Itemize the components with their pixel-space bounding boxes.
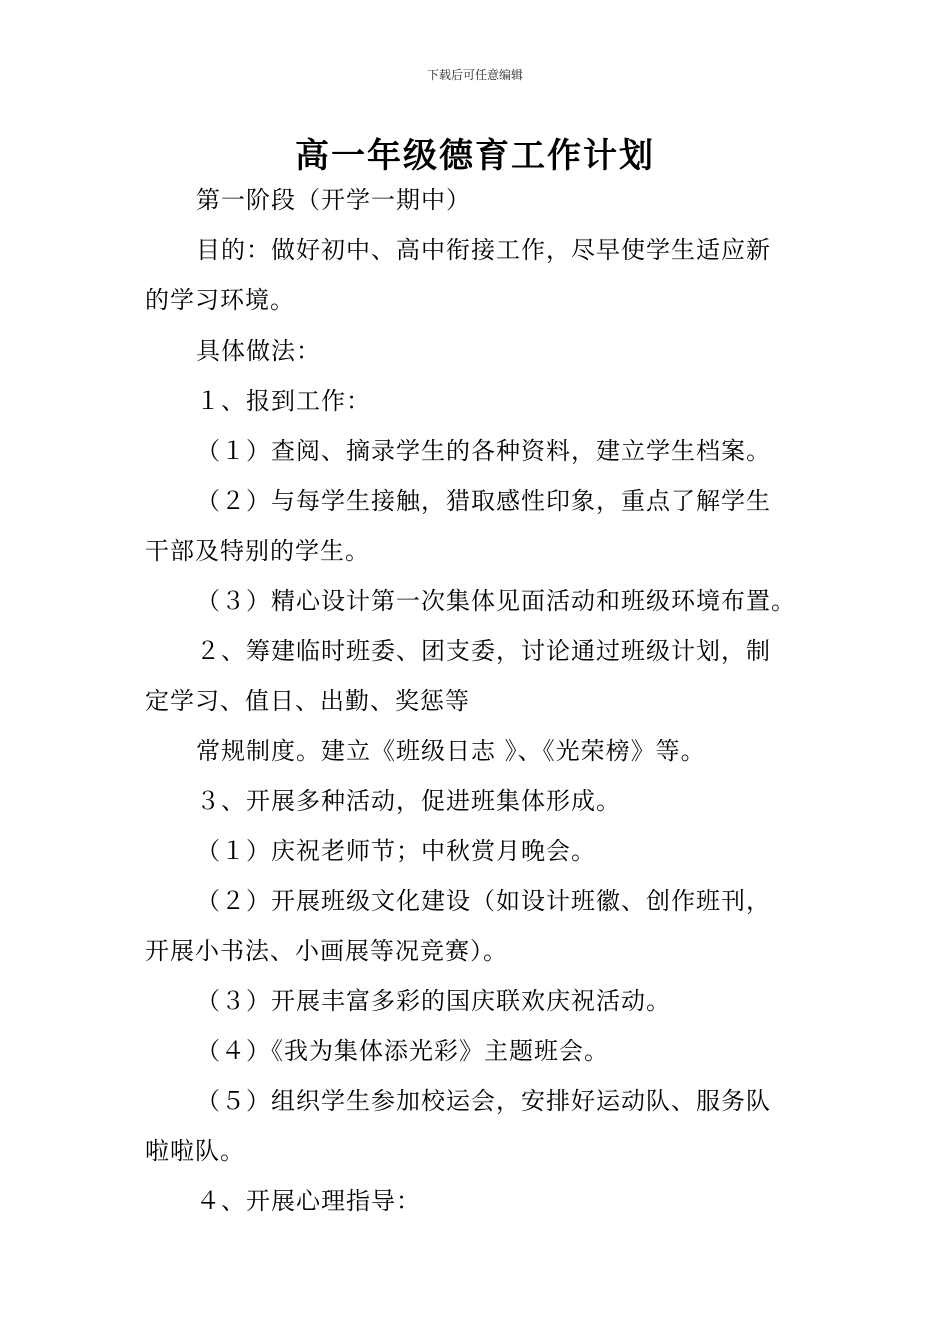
paragraph-line: 啦啦队。 <box>145 1137 245 1165</box>
list-item: （１）查阅、摘录学生的各种资料，建立学生档案。 <box>196 437 771 465</box>
list-item: （１）庆祝老师节；中秋赏月晚会。 <box>196 837 596 865</box>
paragraph-line: 开展小书法、小画展等况竞赛）。 <box>145 937 508 965</box>
list-item: （３）精心设计第一次集体见面活动和班级环境布置。 <box>196 587 796 615</box>
list-item: （２）开展班级文化建设（如设计班徽、创作班刊， <box>196 887 771 915</box>
paragraph-line: 目的：做好初中、高中衔接工作，尽早使学生适应新 <box>196 236 771 264</box>
list-item: ２、筹建临时班委、团支委，讨论通过班级计划，制 <box>196 637 771 665</box>
list-item: （３）开展丰富多彩的国庆联欢庆祝活动。 <box>196 987 671 1015</box>
paragraph-line: 常规制度。建立《班级日志 》、《光荣榜》等。 <box>196 737 706 765</box>
list-item: （２）与每学生接触，猎取感性印象，重点了解学生 <box>196 487 771 515</box>
section-heading: 第一阶段（开学一期中） <box>196 186 471 214</box>
list-item: ３、开展多种活动，促进班集体形成。 <box>196 787 621 815</box>
list-item: １、报到工作： <box>196 387 371 415</box>
document-title: 高一年级德育工作计划 <box>295 136 655 176</box>
paragraph-line: 的学习环境。 <box>145 286 295 314</box>
header-note: 下载后可任意编辑 <box>426 68 523 82</box>
list-item: （４）《我为集体添光彩》主题班会。 <box>196 1037 609 1065</box>
paragraph-line: 定学习、值日、出勤、奖惩等 <box>145 687 470 715</box>
list-item: （５）组织学生参加校运会，安排好运动队、服务队 <box>196 1087 771 1115</box>
paragraph-line: 具体做法： <box>196 337 321 365</box>
list-item: ４、开展心理指导： <box>196 1187 421 1215</box>
paragraph-line: 干部及特别的学生。 <box>145 537 370 565</box>
